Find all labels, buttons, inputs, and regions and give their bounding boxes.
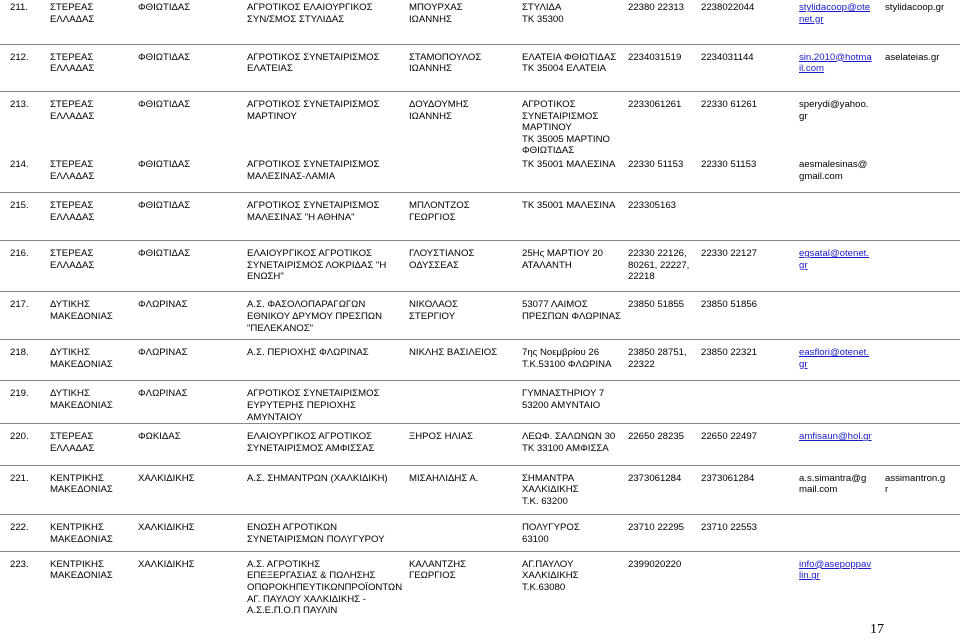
cell-phone: 223305163 (628, 200, 677, 212)
cell-prefecture: ΦΘΙΩΤΙΔΑΣ (138, 158, 191, 170)
cell-name: ΕΝΩΣΗ ΑΓΡΟΤΙΚΩΝ ΣΥΝΕΤΑΙΡΙΣΜΩΝ ΠΟΛΥΓΥΡΟΥ (247, 522, 385, 545)
table-row (0, 50, 960, 92)
cell-prefecture: ΦΘΙΩΤΙΔΑΣ (138, 99, 191, 110)
cell-fax: 22330 51153 (701, 158, 757, 170)
cell-region: ΔΥΤΙΚΗΣ ΜΑΚΕΔΟΝΙΑΣ (50, 346, 113, 370)
row-margin (0, 297, 8, 339)
cell-phone: 2234031519 (628, 51, 682, 63)
page-number: 17 (870, 622, 884, 637)
cell-prefecture: ΦΛΩΡΙΝΑΣ (138, 388, 188, 400)
row-margin (0, 50, 8, 92)
cell-address: ΤΚ 35001 ΜΑΛΕΣΙΝΑ (522, 200, 616, 212)
cell-region: ΚΕΝΤΡΙΚΗΣ ΜΑΚΕΔΟΝΙΑΣ (50, 522, 113, 545)
cell-person: ΓΛΟΥΣΤΙΑΝΟΣ ΟΔΥΣΣΕΑΣ (409, 247, 475, 271)
cell-prefecture: ΦΛΩΡΙΝΑΣ (138, 346, 188, 358)
cell-name: ΕΛΑΙΟΥΡΓΙΚΟΣ ΑΓΡΟΤΙΚΟΣ ΣΥΝΕΤΑΙΡΙΣΜΟΣ ΑΜΦΙΣΣΑΣ (247, 431, 375, 454)
cell-address: ΣΗΜΑΝΤΡΑ ΧΑΛΚΙΔΙΚΗΣ Τ.Κ. 63200 (522, 472, 579, 507)
cell-no: 211. (10, 2, 28, 13)
cell-prefecture: ΧΑΛΚΙΔΙΚΗΣ (138, 558, 195, 570)
cell-name: ΑΓΡΟΤΙΚΟΣ ΣΥΝΕΤΑΙΡΙΣΜΟΣ ΜΑΛΕΣΙΝΑΣ "Η ΑΘΗΝΑ" (247, 200, 380, 224)
cell-fax (699, 557, 797, 617)
cell-phone: 23850 51855 (628, 299, 685, 311)
cell-no: 222. (10, 522, 29, 534)
cell-phone: 22650 28235 (628, 431, 685, 443)
cell-web (883, 429, 960, 465)
row-margin (0, 345, 8, 381)
cell-phone: 23850 28751, 22322 (628, 346, 687, 370)
table-row (0, 198, 960, 240)
email-link[interactable]: easflori@otenet. gr (799, 346, 870, 370)
email-link[interactable]: stylidacoop@ote net.gr (799, 2, 871, 25)
cell-region: ΣΤΕΡΕΑΣ ΕΛΛΑΔΑΣ (50, 431, 95, 454)
cell-email (797, 429, 883, 465)
cell-web: aselateias.gr (885, 51, 940, 63)
cell-web (883, 386, 960, 423)
cell-person: ΝΙΚΟΛΑΟΣ ΣΤΕΡΓΙΟΥ (409, 299, 458, 323)
cell-no: 217. (10, 299, 29, 311)
cell-web: stylidacoop.gr (885, 2, 945, 13)
cell-fax: 22650 22497 (701, 431, 758, 443)
row-margin (0, 557, 8, 617)
cell-email: aesmalesinas@ gmail.com (799, 158, 868, 182)
cell-phone: 23710 22295 (628, 522, 685, 534)
cell-address: ΑΓ.ΠΑΥΛΟΥ ΧΑΛΚΙΔΙΚΗΣ Τ.Κ.63080 (522, 558, 579, 593)
cell-name: Α.Σ. ΣΗΜΑΝΤΡΩΝ (ΧΑΛΚΙΔΙΚΗ) (247, 472, 388, 484)
cell-no: 220. (10, 431, 29, 443)
cell-no: 221. (10, 472, 29, 484)
cell-fax: 23850 51856 (701, 299, 758, 311)
cell-phone: 22330 22126, 80261, 22227, 22218 (628, 247, 690, 283)
table-row (0, 157, 960, 193)
cell-person: ΣΤΑΜΟΠΟΥΛΟΣ ΙΩΑΝΝΗΣ (409, 51, 482, 75)
cell-person (407, 157, 520, 193)
cell-web (883, 557, 960, 617)
cell-fax: 2238022044 (701, 2, 755, 13)
cell-prefecture: ΦΘΙΩΤΙΔΑΣ (138, 200, 191, 212)
cell-name: ΑΓΡΟΤΙΚΟΣ ΣΥΝΕΤΑΙΡΙΣΜΟΣ ΜΑΛΕΣΙΝΑΣ-ΛΑΜΙΑ (247, 158, 380, 182)
cell-address: ΠΟΛΥΓΥΡΟΣ 63100 (522, 522, 580, 545)
cell-name: Α.Σ. ΑΓΡΟΤΙΚΗΣ ΕΠΕΞΕΡΓΑΣΙΑΣ & ΠΩΛΗΣΗΣ ΟΠΩΡΟΚΗΠΕΥΤΙΚΩΝΠΡΟΪΟΝΤΩΝ ΑΓ. ΠΑΥΛΟΥ ΧΑΛΚΙΔΙΚΗΣ - Α.Σ.Ε.Π.Ο.Π ΠΑΥΛΙΝ (247, 558, 403, 617)
cell-fax: 2373061284 (701, 472, 755, 484)
cell-web (883, 157, 960, 193)
cell-region: ΣΤΕΡΕΑΣ ΕΛΛΑΔΑΣ (50, 200, 95, 224)
cell-email (797, 386, 883, 423)
cell-email (797, 0, 883, 44)
table-row (0, 520, 960, 551)
cell-prefecture: ΧΑΛΚΙΔΙΚΗΣ (138, 472, 195, 484)
cell-region: ΔΥΤΙΚΗΣ ΜΑΚΕΔΟΝΙΑΣ (50, 388, 113, 412)
cell-no: 218. (10, 346, 29, 358)
row-margin (0, 157, 8, 193)
cell-region: ΚΕΝΤΡΙΚΗΣ ΜΑΚΕΔΟΝΙΑΣ (50, 558, 113, 582)
table-row (0, 471, 960, 515)
cell-no: 214. (10, 158, 29, 170)
table-row (0, 297, 960, 339)
cell-address: ΛΕΩΦ. ΣΑΛΩΝΩΝ 30 ΤΚ 33100 ΑΜΦΙΣΣΑ (522, 431, 616, 454)
cell-web (883, 297, 960, 339)
cell-phone: 2399020220 (628, 558, 682, 570)
cell-person (407, 386, 520, 423)
cell-prefecture: ΦΘΙΩΤΙΔΑΣ (138, 51, 191, 63)
cell-no: 212. (10, 51, 29, 63)
table-row (0, 246, 960, 292)
cell-web: assimantron.g r (885, 472, 946, 496)
cell-web (883, 97, 960, 157)
row-margin (0, 429, 8, 465)
cell-no: 223. (10, 558, 29, 570)
email-link[interactable]: info@asepoppav lin.gr (799, 558, 872, 582)
cell-phone: 2373061284 (628, 472, 682, 484)
cell-fax (699, 198, 797, 240)
cell-address: ΕΛΑΤΕΙΑ ΦΘΙΩΤΙΔΑΣ ΤΚ 35004 ΕΛΑΤΕΙΑ (522, 51, 617, 75)
email-link[interactable]: sin.2010@hotma il.com (799, 51, 872, 75)
table-row (0, 386, 960, 423)
cell-fax: 23710 22553 (701, 522, 758, 534)
cell-address: 53077 ΛΑΙΜΟΣ ΠΡΕΣΠΩΝ ΦΛΩΡΙΝΑΣ (522, 299, 621, 323)
cell-email: sperydi@yahoo. gr (799, 99, 869, 122)
cell-address: 25Ης ΜΑΡΤΙΟΥ 20 ΑΤΑΛΑΝΤΗ (522, 247, 603, 271)
row-margin (0, 471, 8, 515)
cell-web (883, 345, 960, 381)
cell-person: ΝΙΚΛΗΣ ΒΑΣΙΛΕΙΟΣ (409, 346, 498, 358)
cell-person (407, 520, 520, 551)
cell-name: ΕΛΑΙΟΥΡΓΙΚΟΣ ΑΓΡΟΤΙΚΟΣ ΣΥΝΕΤΑΙΡΙΣΜΟΣ ΛΟΚΡΙΔΑΣ "Η ΕΝΩΣΗ" (247, 247, 387, 283)
cell-person: ΚΑΛΑΝΤΖΗΣ ΓΕΩΡΓΙΟΣ (409, 558, 467, 582)
cell-email (797, 246, 883, 292)
cell-person: ΔΟΥΔΟΥΜΗΣ ΙΩΑΝΝΗΣ (409, 99, 469, 122)
cell-region: ΣΤΕΡΕΑΣ ΕΛΛΑΔΑΣ (50, 99, 95, 122)
row-margin (0, 97, 8, 157)
cell-prefecture: ΧΑΛΚΙΔΙΚΗΣ (138, 522, 195, 534)
cell-person: ΞΗΡΟΣ ΗΛΙΑΣ (409, 431, 473, 443)
table-row (0, 557, 960, 617)
cell-email (797, 345, 883, 381)
cell-fax: 23850 22321 (701, 346, 758, 358)
cell-phone: 22380 22313 (628, 2, 685, 13)
cell-prefecture: ΦΘΙΩΤΙΔΑΣ (138, 2, 191, 13)
cell-region: ΣΤΕΡΕΑΣ ΕΛΛΑΔΑΣ (50, 247, 95, 271)
cell-fax: 22330 22127 (701, 247, 758, 259)
cell-prefecture: ΦΛΩΡΙΝΑΣ (138, 299, 188, 311)
row-margin (0, 198, 8, 240)
email-link[interactable]: egsatal@otenet. gr (799, 247, 870, 271)
email-link[interactable]: amfisaun@hol.gr (799, 431, 872, 443)
cell-no: 216. (10, 247, 29, 259)
cell-fax: 22330 61261 (701, 99, 758, 110)
table-row (0, 97, 960, 157)
cell-region: ΚΕΝΤΡΙΚΗΣ ΜΑΚΕΔΟΝΙΑΣ (50, 472, 113, 496)
cell-person: ΜΠΟΥΡΧΑΣ ΙΩΑΝΝΗΣ (409, 2, 463, 25)
row-margin (0, 0, 8, 44)
cell-address: ΣΤΥΛΙΔΑ ΤΚ 35300 (522, 2, 564, 25)
cell-person: ΜΙΣΑΗΛΙΔΗΣ Α. (409, 472, 479, 484)
cell-name: ΑΓΡΟΤΙΚΟΣ ΣΥΝΕΤΑΙΡΙΣΜΟΣ ΜΑΡΤΙΝΟΥ (247, 99, 380, 122)
cell-region: ΣΤΕΡΕΑΣ ΕΛΛΑΔΑΣ (50, 2, 95, 25)
cell-name: ΑΓΡΟΤΙΚΟΣ ΣΥΝΕΤΑΙΡΙΣΜΟΣ ΕΥΡΥΤΕΡΗΣ ΠΕΡΙΟΧΗΣ ΑΜΥΝΤΑΙΟΥ (247, 388, 380, 423)
row-margin (0, 246, 8, 292)
cell-name: ΑΓΡΟΤΙΚΟΣ ΕΛΑΙΟΥΡΓΙΚΟΣ ΣΥΝ/ΣΜΟΣ ΣΤΥΛΙΔΑΣ (247, 2, 373, 25)
cell-region: ΔΥΤΙΚΗΣ ΜΑΚΕΔΟΝΙΑΣ (50, 299, 113, 323)
row-margin (0, 520, 8, 551)
cell-web (883, 520, 960, 551)
cell-address: ΤΚ 35001 ΜΑΛΕΣΙΝΑ (522, 158, 616, 170)
cell-web (883, 246, 960, 292)
cell-address: 7ης Νοεμβρίου 26 Τ.Κ.53100 ΦΛΩΡΙΝΑ (522, 346, 612, 370)
cell-address: ΑΓΡΟΤΙΚΟΣ ΣΥΝΕΤΑΙΡΙΣΜΟΣ ΜΑΡΤΙΝΟΥ ΤΚ 35005 ΜΑΡΤΙΝΟ ΦΘΙΩΤΙΔΑΣ (522, 99, 610, 157)
cell-email (797, 297, 883, 339)
cell-phone (626, 386, 699, 423)
table-row (0, 0, 960, 44)
cell-prefecture: ΦΩΚΙΔΑΣ (138, 431, 181, 443)
cell-email (797, 520, 883, 551)
row-margin (0, 386, 8, 423)
cell-phone: 22330 51153 (628, 158, 684, 170)
cell-person: ΜΠΛΟΝΤΖΟΣ ΓΕΩΡΓΙΟΣ (409, 200, 470, 224)
cell-email: a.s.simantra@g mail.com (799, 472, 867, 496)
cell-fax: 2234031144 (701, 51, 754, 63)
cell-address: ΓΥΜΝΑΣΤΗΡΙΟΥ 7 53200 ΑΜΥΝΤΑΙΟ (522, 388, 605, 412)
cell-email (797, 198, 883, 240)
cell-region: ΣΤΕΡΕΑΣ ΕΛΛΑΔΑΣ (50, 158, 95, 182)
cell-no: 219. (10, 388, 29, 400)
table-row (0, 429, 960, 465)
cell-email (797, 50, 883, 92)
cell-name: Α.Σ. ΠΕΡΙΟΧΗΣ ΦΛΩΡΙΝΑΣ (247, 346, 369, 358)
cell-name: Α.Σ. ΦΑΣΟΛΟΠΑΡΑΓΩΓΩΝ ΕΘΝΙΚΟΥ ΔΡΥΜΟΥ ΠΡΕΣΠΩΝ "ΠΕΛΕΚΑΝΟΣ" (247, 299, 382, 334)
table-row (0, 345, 960, 381)
cell-web (883, 198, 960, 240)
cell-phone: 2233061261 (628, 99, 682, 110)
cell-region: ΣΤΕΡΕΑΣ ΕΛΛΑΔΑΣ (50, 51, 95, 75)
cell-prefecture: ΦΘΙΩΤΙΔΑΣ (138, 247, 191, 259)
cell-name: ΑΓΡΟΤΙΚΟΣ ΣΥΝΕΤΑΙΡΙΣΜΟΣ ΕΛΑΤΕΙΑΣ (247, 51, 380, 75)
cell-no: 213. (10, 99, 29, 110)
cell-no: 215. (10, 200, 29, 212)
cell-email (797, 557, 883, 617)
cell-fax (699, 386, 797, 423)
